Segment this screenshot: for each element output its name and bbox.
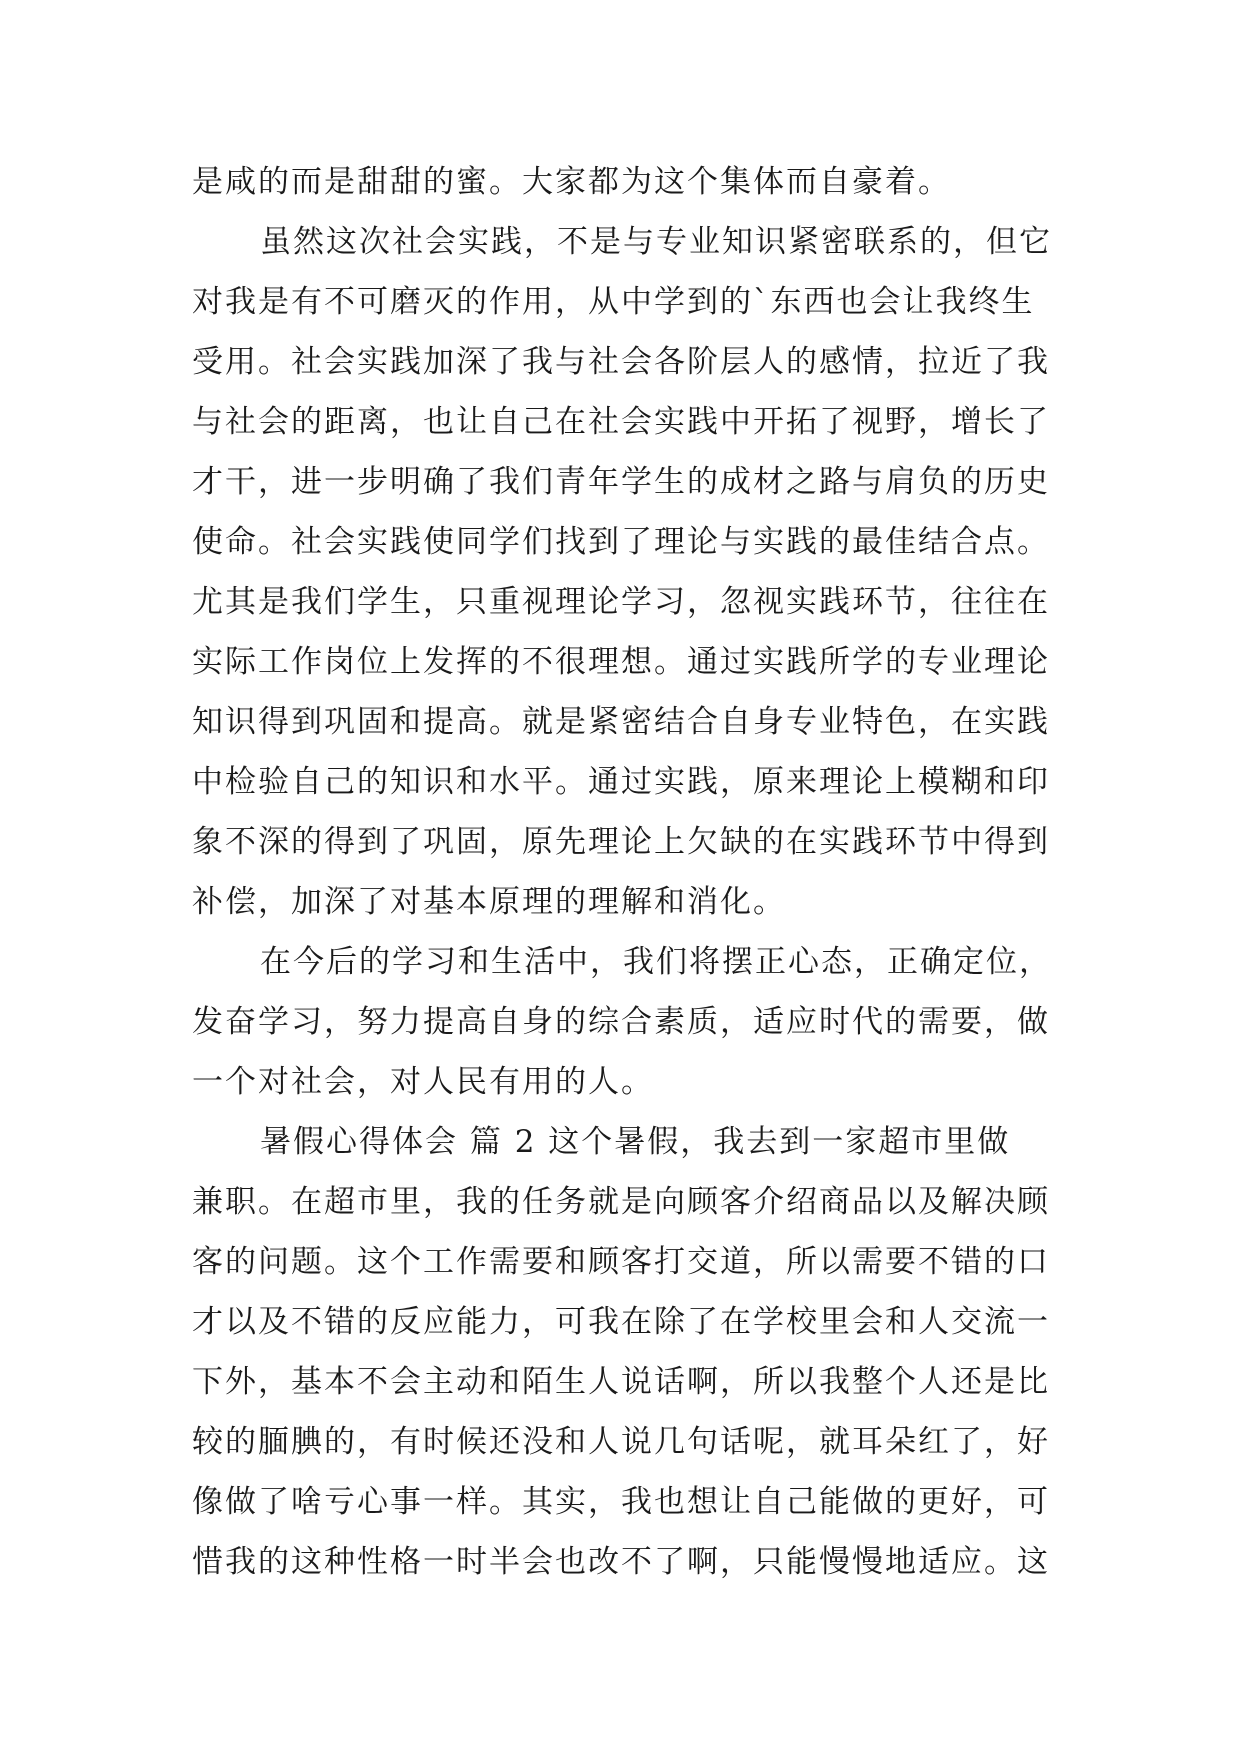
text-line: 使命。社会实践使同学们找到了理论与实践的最佳结合点。 xyxy=(192,524,1050,560)
text-line: 一个对社会，对人民有用的人。 xyxy=(192,1064,654,1100)
document-body xyxy=(192,152,1072,1592)
section-heading-line: 暑假心得体会 篇 2 这个暑假，我去到一家超市里做 xyxy=(260,1124,1011,1160)
text-line: 较的腼腆的，有时候还没和人说几句话呢，就耳朵红了，好 xyxy=(192,1424,1050,1460)
text-line: 实际工作岗位上发挥的不很理想。通过实践所学的专业理论 xyxy=(192,644,1050,680)
text-line: 下外，基本不会主动和陌生人说话啊，所以我整个人还是比 xyxy=(192,1364,1050,1400)
text-line: 惜我的这种性格一时半会也改不了啊，只能慢慢地适应。这 xyxy=(192,1544,1050,1580)
text-line: 对我是有不可磨灭的作用，从中学到的`东西也会让我终生 xyxy=(192,284,1035,320)
text-line: 象不深的得到了巩固，原先理论上欠缺的在实践环节中得到 xyxy=(192,824,1050,860)
text-line: 尤其是我们学生，只重视理论学习，忽视实践环节，往往在 xyxy=(192,584,1050,620)
text-line: 发奋学习，努力提高自身的综合素质，适应时代的需要，做 xyxy=(192,1004,1050,1040)
text-line: 像做了啥亏心事一样。其实，我也想让自己能做的更好，可 xyxy=(192,1484,1050,1520)
text-line: 受用。社会实践加深了我与社会各阶层人的感情，拉近了我 xyxy=(192,344,1050,380)
text-line: 知识得到巩固和提高。就是紧密结合自身专业特色，在实践 xyxy=(192,704,1050,740)
text-line: 才以及不错的反应能力，可我在除了在学校里会和人交流一 xyxy=(192,1304,1050,1340)
text-line: 兼职。在超市里，我的任务就是向顾客介绍商品以及解决顾 xyxy=(192,1184,1050,1220)
text-line: 是咸的而是甜甜的蜜。大家都为这个集体而自豪着。 xyxy=(192,164,951,200)
text-line: 客的问题。这个工作需要和顾客打交道，所以需要不错的口 xyxy=(192,1244,1050,1280)
paragraph-start-line: 在今后的学习和生活中，我们将摆正心态，正确定位， xyxy=(260,944,1052,980)
text-line: 补偿，加深了对基本原理的理解和消化。 xyxy=(192,884,786,920)
text-line: 中检验自己的知识和水平。通过实践，原来理论上模糊和印 xyxy=(192,764,1050,800)
paragraph-start-line: 虽然这次社会实践，不是与专业知识紧密联系的，但它 xyxy=(260,224,1052,260)
text-line: 才干，进一步明确了我们青年学生的成材之路与肩负的历史 xyxy=(192,464,1050,500)
text-line: 与社会的距离，也让自己在社会实践中开拓了视野，增长了 xyxy=(192,404,1050,440)
